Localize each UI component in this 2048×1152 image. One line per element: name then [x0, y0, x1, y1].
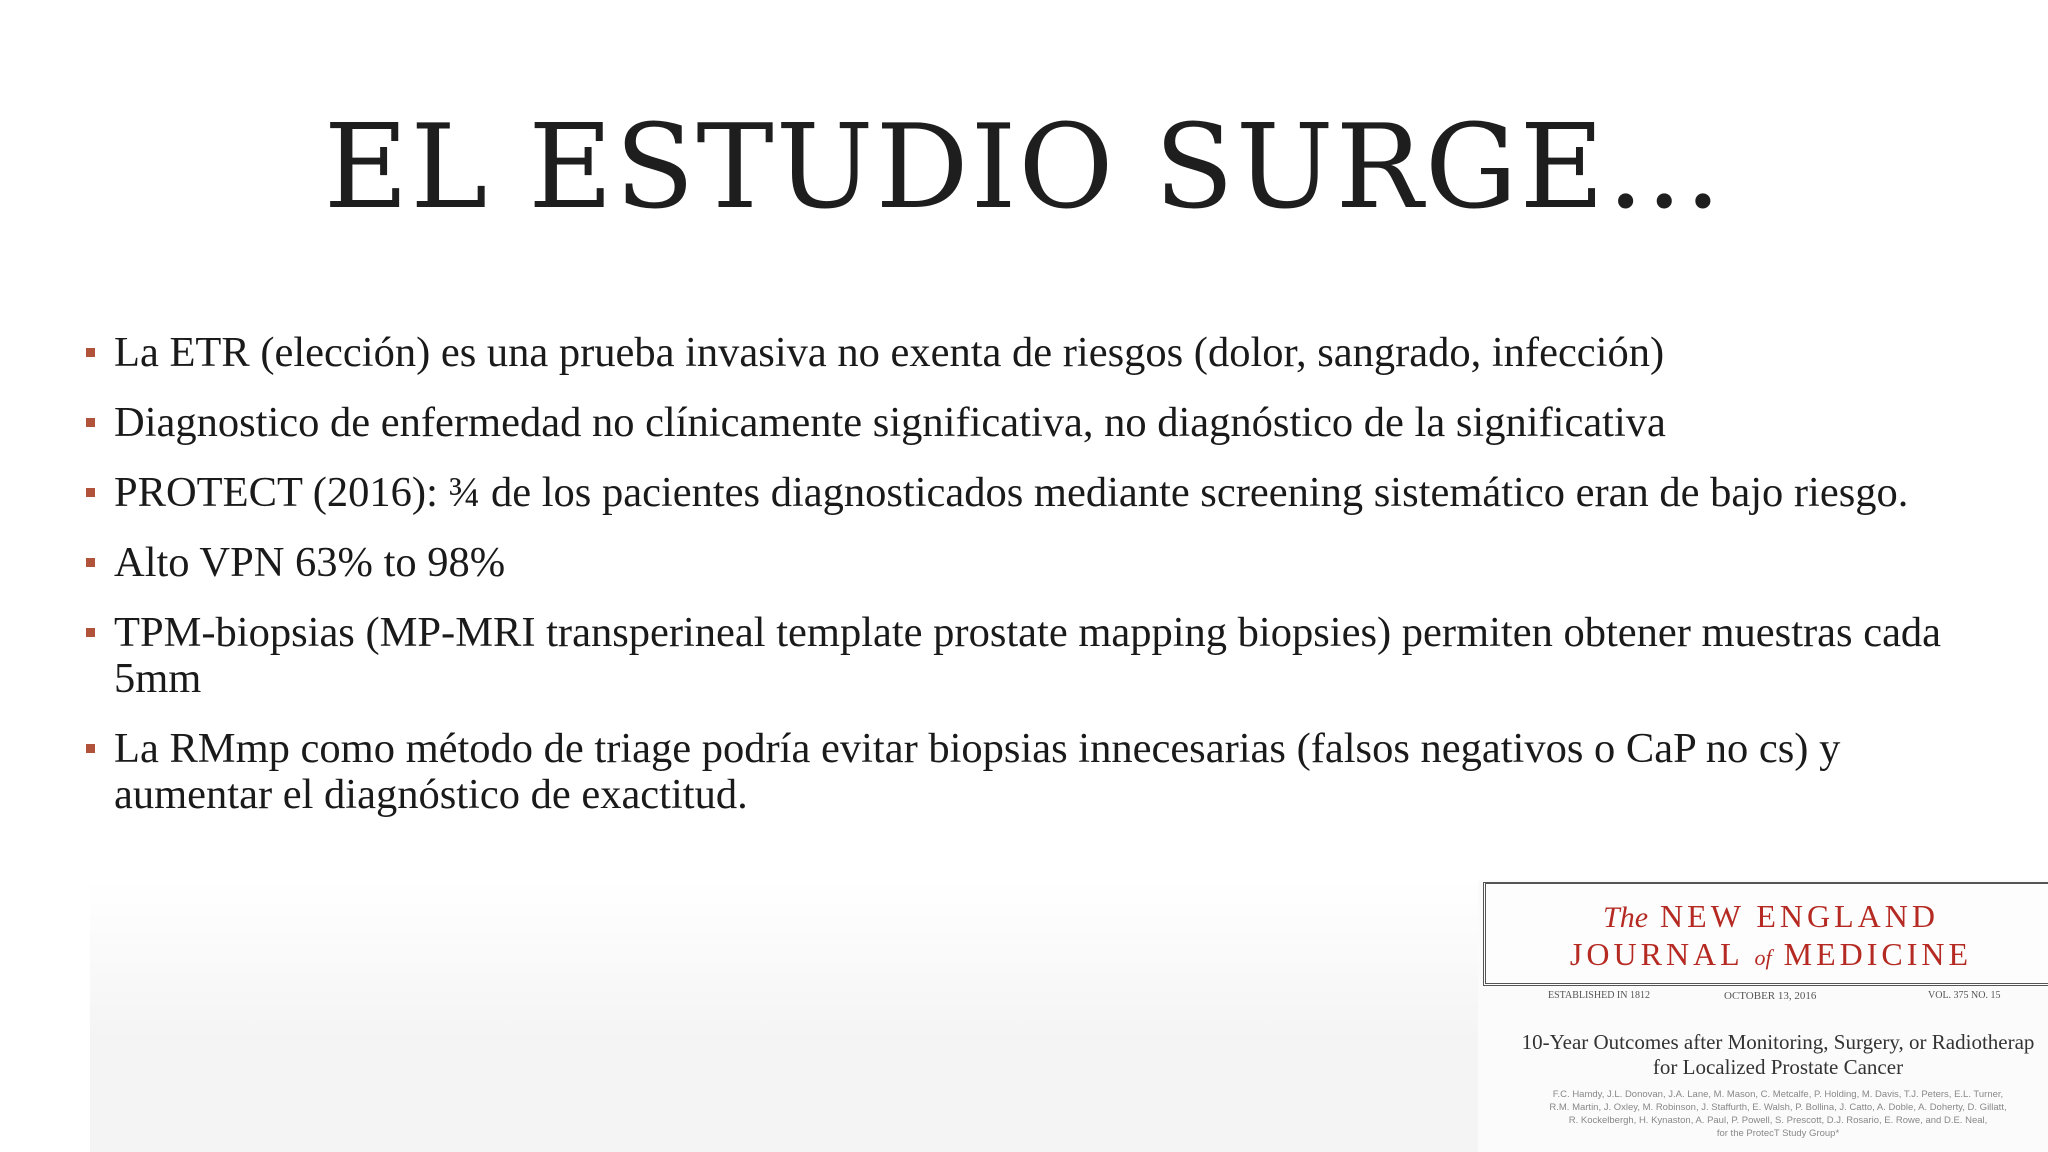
- bullet-square-icon: [86, 488, 95, 497]
- bullet-square-icon: [86, 418, 95, 427]
- nejm-the: The: [1603, 901, 1649, 934]
- nejm-volume: VOL. 375 NO. 15: [1928, 990, 2001, 1001]
- nejm-authors-line: F.C. Hamdy, J.L. Donovan, J.A. Lane, M. Mason, C. Metcalfe, P. Holding, M. Davis, T.J. Peters, E.L. Turner,: [1552, 1089, 2004, 1100]
- bullet-text: La RMmp como método de triage podría evitar biopsias innecesarias (falsos negativos o CaP no cs) y aumentar el diagnóstico de exactitud.: [114, 725, 1841, 818]
- bullet-text: PROTECT (2016): ¾ de los pacientes diagnosticados mediante screening sistemático eran de bajo riesgo.: [114, 469, 1909, 516]
- bullet-square-icon: [86, 348, 95, 357]
- nejm-article-title-line2: for Localized Prostate Cancer: [1652, 1055, 1904, 1079]
- bullet-square-icon: [86, 558, 95, 567]
- nejm-authors: [1478, 1088, 2048, 1140]
- nejm-article-title: [1478, 1030, 2048, 1080]
- bullet-square-icon: [86, 628, 95, 637]
- nejm-of: of: [1754, 945, 1772, 970]
- nejm-authors-line: R.M. Martin, J. Oxley, M. Robinson, J. Staffurth, E. Walsh, P. Bollina, J. Catto, A. Doble, A. Doherty, D. Gillatt,: [1549, 1102, 2007, 1113]
- nejm-medicine: MEDICINE: [1783, 936, 1973, 972]
- bullet-item: [82, 610, 1962, 702]
- bullet-item: [82, 540, 1962, 586]
- nejm-article-title-line1: 10-Year Outcomes after Monitoring, Surgery, or Radiotherap: [1521, 1030, 2035, 1054]
- nejm-journal: JOURNAL: [1569, 936, 1743, 972]
- nejm-article-image: [1478, 880, 2048, 1152]
- nejm-established: ESTABLISHED IN 1812: [1548, 990, 1650, 1001]
- nejm-date: OCTOBER 13, 2016: [1724, 990, 1817, 1002]
- bullet-item: [82, 330, 1962, 376]
- bullet-text: La ETR (elección) es una prueba invasiva no exenta de riesgos (dolor, sangrado, infección): [114, 329, 1665, 376]
- slide-title: EL ESTUDIO SURGE…: [323, 100, 1725, 235]
- nejm-new-england: NEW ENGLAND: [1660, 898, 1939, 934]
- bottom-shade: [90, 880, 1480, 1152]
- bullet-list: [82, 330, 1962, 842]
- nejm-authors-line: for the ProtecT Study Group*: [1716, 1128, 1840, 1139]
- bullet-item: [82, 726, 1962, 818]
- bullet-text: Diagnostico de enfermedad no clínicamente significativa, no diagnóstico de la significativa: [114, 399, 1666, 446]
- bullet-item: [82, 400, 1962, 446]
- nejm-authors-line: R. Kockelbergh, H. Kynaston, A. Paul, P. Powell, S. Prescott, D.J. Rosario, E. Rowe, and D.E. Neal,: [1568, 1115, 1988, 1126]
- nejm-masthead-line2: [1486, 936, 2048, 973]
- bullet-item: [82, 470, 1962, 516]
- bullet-text: TPM-biopsias (MP-MRI transperineal template prostate mapping biopsies) permiten obtener muestras cada 5mm: [114, 609, 1942, 702]
- bullet-square-icon: [86, 744, 95, 753]
- nejm-masthead-line1: [1486, 898, 2048, 935]
- bullet-text: Alto VPN 63% to 98%: [114, 539, 506, 586]
- nejm-masthead: [1483, 882, 2048, 986]
